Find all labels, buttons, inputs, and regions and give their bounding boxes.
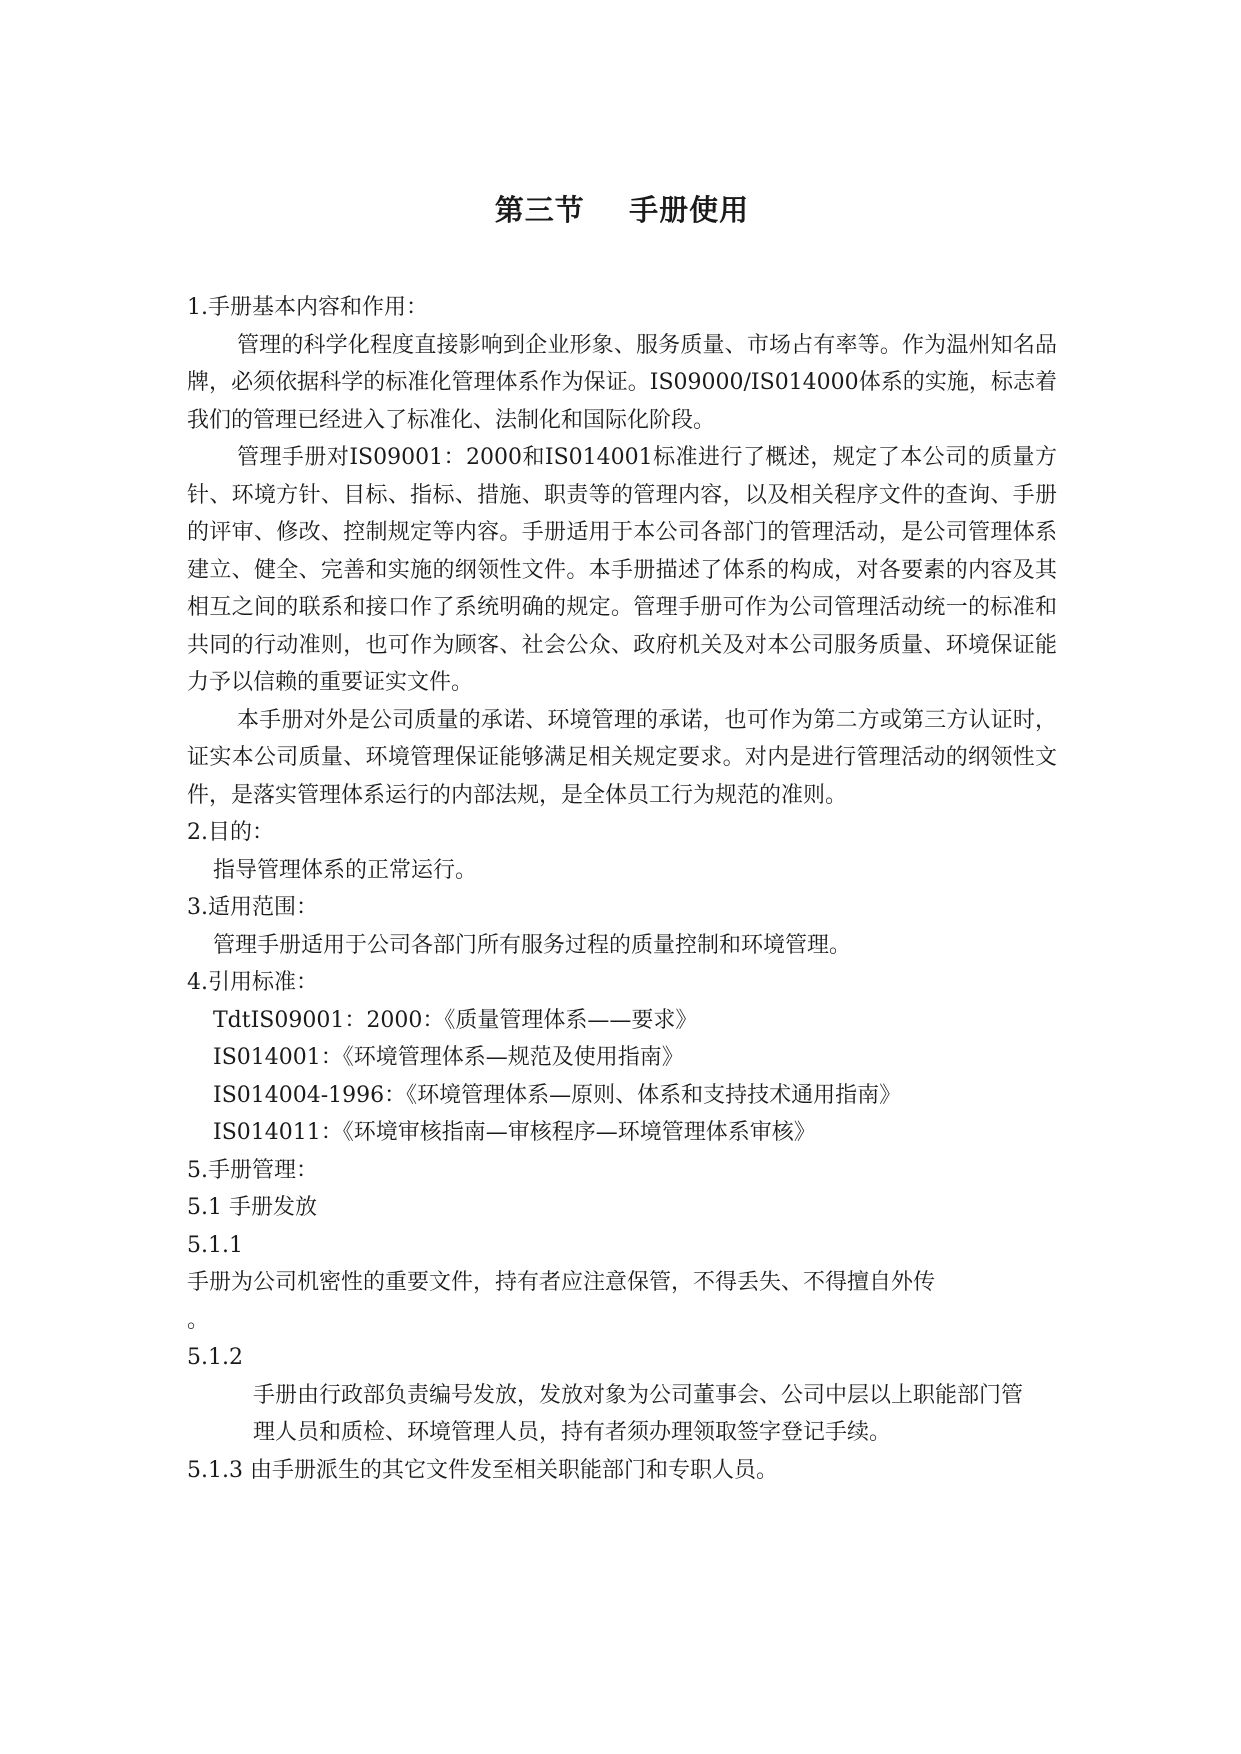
section-5-1-2-number: 5.1.2: [187, 1345, 243, 1370]
section-5-1-heading: 5.1 手册发放: [187, 1195, 317, 1220]
section-5-1-2-text: 手册由行政部负责编号发放，发放对象为公司董事会、公司中层以上职能部门管理人员和质检、环境管理人员，持有者须办理领取签字登记手续。: [253, 1382, 1024, 1445]
standard-item: IS014001：《环境管理体系—规范及使用指南》: [213, 1045, 684, 1070]
section-3-text: 管理手册适用于公司各部门所有服务过程的质量控制和环境管理。: [213, 932, 852, 958]
section-5-1-1-number: 5.1.1: [187, 1232, 243, 1258]
section-5-1-3-text: 5.1.3 由手册派生的其它文件发至相关职能部门和专职人员。: [187, 1457, 778, 1483]
document-page: [187, 188, 1057, 1489]
section-2-heading: 2.目的：: [187, 820, 274, 845]
standard-item: IS014004-1996：《环境管理体系—原则、体系和支持技术通用指南》: [213, 1082, 902, 1108]
section-2-text: 指导管理体系的正常运行。: [213, 857, 478, 883]
page-title: 第三节 手册使用: [494, 193, 750, 227]
standard-item: TdtIS09001：2000：《质量管理体系——要求》: [213, 1007, 698, 1033]
standard-item: IS014011：《环境审核指南—审核程序—环境管理体系审核》: [213, 1120, 816, 1145]
section-1-paragraph-3: 本手册对外是公司质量的承诺、环境管理的承诺，也可作为第二方或第三方认证时，证实本公司质量、环境管理保证能够满足相关规定要求。对内是进行管理活动的纲领性文件，是落实管理体系运行的内部法规，是全体员工行为规范的准则。: [187, 707, 1057, 808]
section-5-1-1-text: 手册为公司机密性的重要文件，持有者应注意保管，不得丢失、不得擅自外传: [187, 1270, 936, 1295]
section-1-paragraph-2: 管理手册对IS09001：2000和IS014001标准进行了概述，规定了本公司的质量方针、环境方针、目标、指标、措施、职责等的管理内容，以及相关程序文件的查询、手册的评审、修改、控制规定等内容。手册适用于本公司各部门的管理活动，是公司管理体系建立、健全、完善和实施的纲领性文件。本手册描述了体系的构成，对各要素的内容及其相互之间的联系和接口作了系统明确的规定。管理手册可作为公司管理活动统一的标准和共同的行动准则，也可作为顾客、社会公众、政府机关及对本公司服务质量、环境保证能力予以信赖的重要证实文件。: [187, 445, 1057, 695]
section-3-heading: 3.适用范围：: [187, 895, 318, 920]
section-4-heading: 4.引用标准：: [187, 970, 318, 995]
section-1-heading: 1.手册基本内容和作用：: [187, 295, 428, 320]
section-5-heading: 5.手册管理：: [187, 1157, 318, 1183]
section-1-paragraph-1: 管理的科学化程度直接影响到企业形象、服务质量、市场占有率等。作为温州知名品牌，必须依据科学的标准化管理体系作为保证。IS09000/IS014000体系的实施，标志着我们的管理已经进入了标准化、法制化和国际化阶段。: [187, 332, 1057, 433]
section-5-1-1-tail: 。: [187, 1307, 210, 1333]
